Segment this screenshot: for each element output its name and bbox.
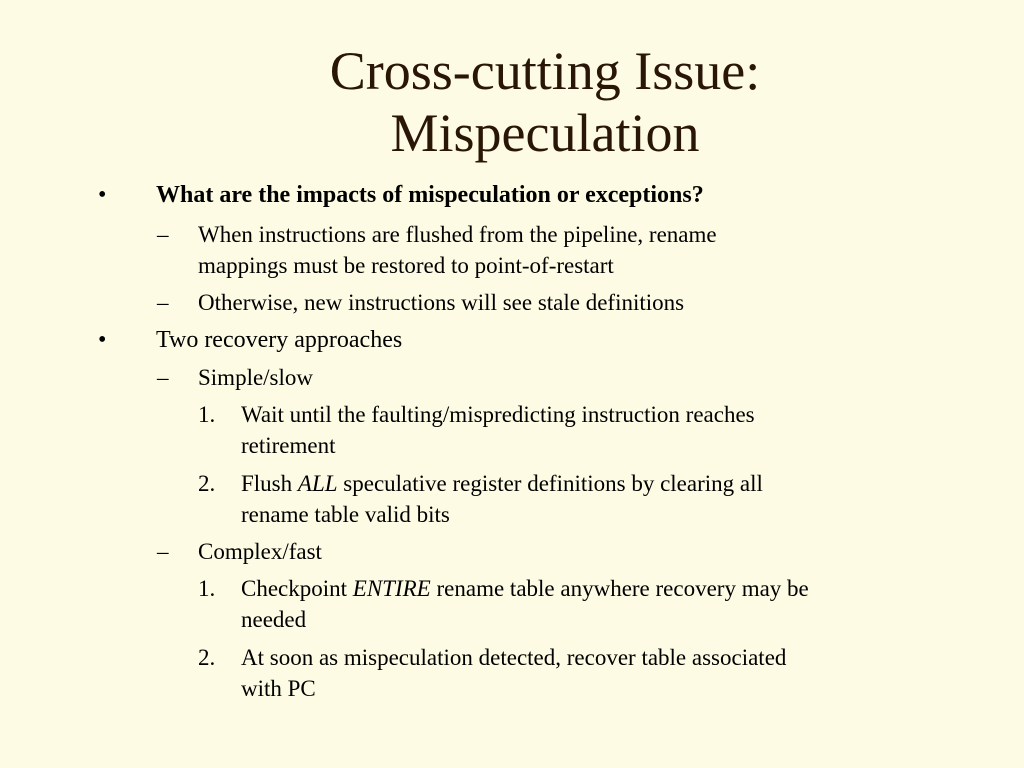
text-run: Checkpoint [241,576,353,601]
bullet-2-text: Two recovery approaches [156,327,403,353]
numbered-item-2-1-2-line-1 [241,469,763,499]
text-run: speculative register definitions by clearing all [337,471,763,496]
text-run: rename table anywhere recovery may be [430,576,809,601]
number-marker: 1. [198,576,216,601]
sub-bullet-1-1-line-1: When instructions are flushed from the pipeline, rename [198,222,717,247]
bullet-1-text: What are the impacts of mispeculation or exceptions? [156,182,704,208]
title-line-1: Cross-cutting Issue: [329,41,761,101]
numbered-item-2-1-1-line-2: retirement [241,433,336,458]
dash-marker: – [157,365,169,390]
bullet-marker: • [98,327,107,353]
dash-marker: – [157,539,169,564]
numbered-item-2-1-2-line-2: rename table valid bits [241,502,450,527]
title-line-2: Mispeculation [390,103,700,163]
sub-bullet-2-2-text: Complex/fast [198,539,322,564]
dash-marker: – [157,222,169,247]
sub-bullet-2-1-text: Simple/slow [198,365,314,390]
emphasis-text: ALL [297,471,338,496]
dash-marker: – [157,290,169,315]
number-marker: 2. [198,645,216,670]
emphasis-text: ENTIRE [352,576,431,601]
numbered-item-2-1-1-line-1: Wait until the faulting/mispredicting instruction reaches [241,402,755,427]
sub-bullet-1-2-line-1: Otherwise, new instructions will see stale definitions [198,290,685,315]
numbered-item-2-2-1-line-2: needed [241,607,307,632]
number-marker: 2. [198,471,216,496]
numbered-item-2-2-2-line-1: At soon as mispeculation detected, recover table associated [241,645,787,670]
bullet-marker: • [98,182,107,208]
text-run: Flush [241,471,298,496]
number-marker: 1. [198,402,216,427]
sub-bullet-1-1-line-2: mappings must be restored to point-of-restart [198,253,614,278]
numbered-item-2-2-2-line-2: with PC [241,676,316,701]
numbered-item-2-2-1-line-1 [241,574,809,604]
